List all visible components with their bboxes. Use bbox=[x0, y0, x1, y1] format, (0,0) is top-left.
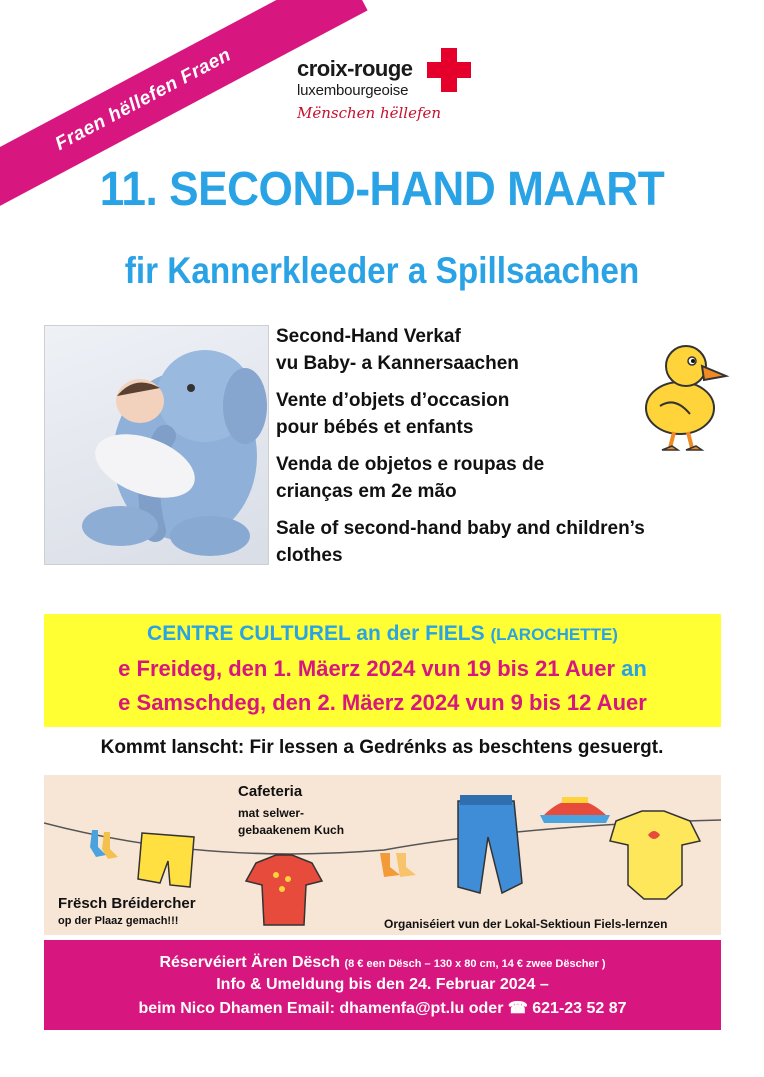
reservation-box bbox=[44, 940, 721, 1030]
desc-luxembourgish: Second-Hand Verkaf vu Baby- a Kannersaachen bbox=[276, 326, 519, 374]
booties-icon bbox=[380, 853, 416, 877]
red-cross-icon bbox=[427, 48, 471, 92]
socks-icon bbox=[90, 830, 118, 859]
red-cross-logo bbox=[297, 48, 477, 128]
broetchen-label: Frësch Bréidercher bbox=[58, 895, 196, 912]
tshirt-icon bbox=[246, 855, 322, 925]
laundry-banner bbox=[44, 775, 721, 935]
venue-box bbox=[44, 614, 721, 727]
desc-french: Vente d’objets d’occasion pour bébés et enfants bbox=[276, 390, 510, 438]
hat-icon bbox=[540, 797, 610, 823]
baby-elephant-photo bbox=[44, 325, 269, 565]
reserve-line3[interactable]: beim Nico Dhamen Email: dhamenfa@pt.lu oder ☎ 621-23 52 87 bbox=[138, 1000, 627, 1017]
reserve-line2: Info & Umeldung bis den 24. Februar 2024 – bbox=[216, 976, 549, 993]
shorts-icon bbox=[138, 833, 194, 887]
venue-date-saturday: e Samschdeg, den 2. Mäerz 2024 vun 9 bis 12 Auer bbox=[118, 690, 647, 715]
cafeteria-sub: mat selwer- gebaakenem Kuch bbox=[238, 806, 345, 837]
logo-line1: croix-rouge bbox=[297, 56, 413, 81]
reserve-line1: Réservéiert Ären Dësch (8 € een Dësch – 130 x 80 cm, 14 € zwee Dëscher ) bbox=[159, 954, 606, 971]
cafeteria-label: Cafeteria bbox=[238, 783, 303, 800]
desc-english: Sale of second-hand baby and children’s clothes bbox=[276, 518, 645, 566]
food-note: Kommt lanscht: Fir lessen a Gedrénks as beschtens gesuergt. bbox=[100, 737, 664, 758]
duck-icon bbox=[640, 336, 730, 462]
onesie-icon bbox=[610, 811, 700, 899]
organiser-label: Organiséiert vun der Lokal-Sektioun Fiels-lernzen bbox=[384, 917, 668, 931]
logo-line2: luxembourgeoise bbox=[297, 82, 409, 99]
ribbon-text: Fraen hëllefen Fraen bbox=[51, 44, 235, 155]
main-title: 11. SECOND-HAND MAART bbox=[99, 163, 665, 216]
venue-name: CENTRE CULTUREL an der FIELS (LAROCHETTE) bbox=[147, 622, 618, 645]
subtitle: fir Kannerkleeder a Spillsaachen bbox=[124, 250, 640, 291]
venue-date-friday: e Freideg, den 1. Mäerz 2024 vun 19 bis 21 Auer an bbox=[118, 656, 647, 681]
broetchen-sub: op der Plaaz gemach!!! bbox=[58, 915, 179, 927]
trousers-icon bbox=[458, 795, 522, 893]
desc-portuguese: Venda de objetos e roupas de crianças em 2e mão bbox=[276, 454, 545, 502]
logo-slogan: Mënschen hëllefen bbox=[297, 104, 442, 122]
